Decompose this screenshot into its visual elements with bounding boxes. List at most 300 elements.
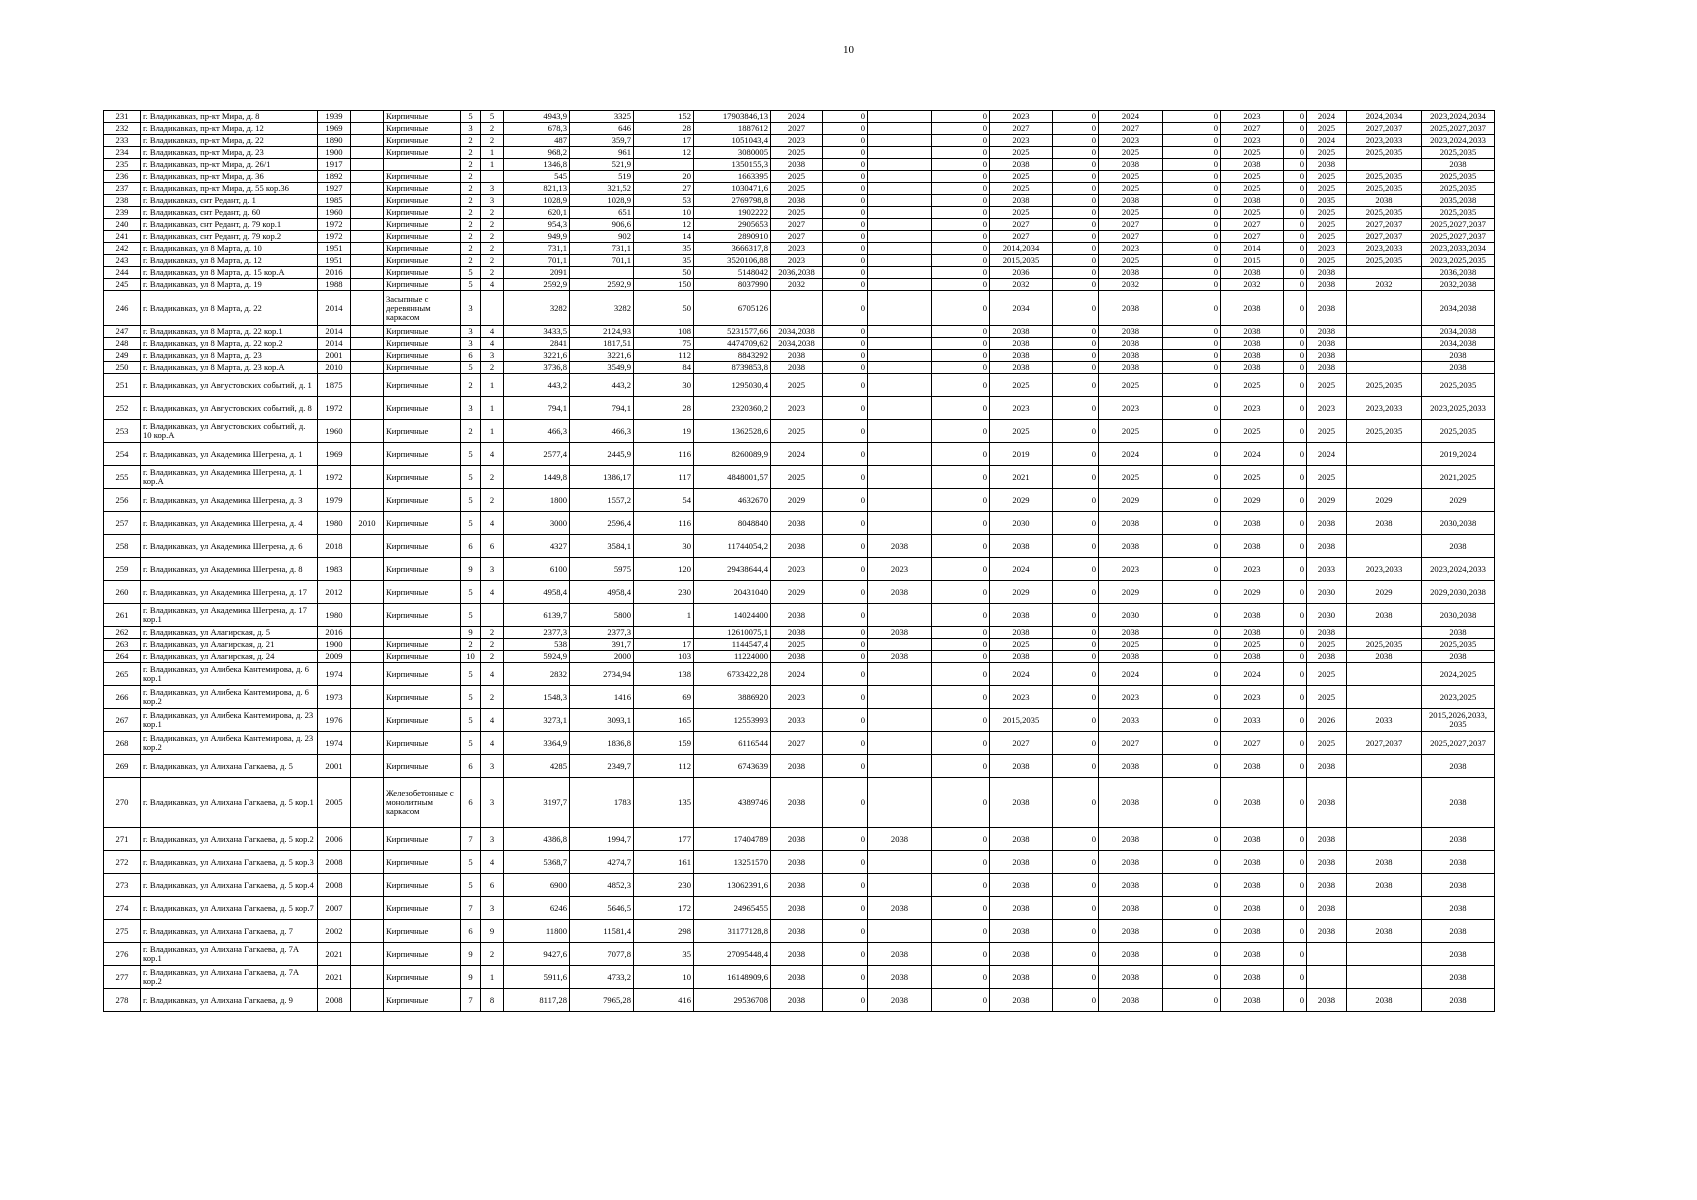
cell-zero-c: 0 (1053, 147, 1099, 159)
cell-year-d: 2025 (1099, 466, 1163, 489)
cell-zero-c: 0 (1053, 243, 1099, 255)
cell-wall-material: Кирпичные (384, 326, 461, 338)
cell-zero-d: 0 (1163, 147, 1221, 159)
cell-entrances: 4 (481, 851, 504, 874)
cell-year-a: 2023 (771, 558, 823, 581)
cell-address: г. Владикавказ, ул Академика Шегрена, д. 17 (141, 581, 318, 604)
cell-year-e: 2025 (1221, 171, 1284, 183)
cell-year-b: 2038 (868, 581, 932, 604)
cell-built-year: 1890 (318, 135, 351, 147)
cell-cost: 6733422,28 (694, 663, 771, 686)
cell-year-b: 2038 (868, 897, 932, 920)
cell-floors: 5 (461, 874, 481, 897)
cell-renovation-year (351, 989, 384, 1012)
cell-zero-a: 0 (823, 443, 868, 466)
cell-year-d: 2038 (1099, 828, 1163, 851)
cell-year-f: 2025 (1307, 255, 1347, 267)
cell-row-number: 256 (104, 489, 141, 512)
cell-renovation-year (351, 627, 384, 639)
housing-register-table (103, 110, 1495, 1012)
cell-zero-c: 0 (1053, 326, 1099, 338)
cell-cost: 29438644,4 (694, 558, 771, 581)
cell-years-g: 2025,2035 (1347, 420, 1422, 443)
cell-zero-e: 0 (1284, 489, 1307, 512)
cell-floors: 2 (461, 219, 481, 231)
cell-year-c: 2038 (990, 966, 1053, 989)
cell-address: г. Владикавказ, ул 8 Марта, д. 23 кор.А (141, 362, 318, 374)
cell-cost: 1144547,4 (694, 639, 771, 651)
cell-wall-material: Кирпичные (384, 243, 461, 255)
cell-year-a: 2025 (771, 171, 823, 183)
cell-zero-e: 0 (1284, 828, 1307, 851)
cell-zero-d: 0 (1163, 581, 1221, 604)
cell-zero-b: 0 (932, 466, 990, 489)
cell-zero-c: 0 (1053, 709, 1099, 732)
cell-floors: 5 (461, 489, 481, 512)
cell-floors: 2 (461, 147, 481, 159)
table-row (104, 420, 1495, 443)
cell-year-e: 2027 (1221, 219, 1284, 231)
cell-year-d: 2038 (1099, 851, 1163, 874)
cell-address: г. Владикавказ, пр-кт Мира, д. 26/1 (141, 159, 318, 171)
cell-floors: 2 (461, 171, 481, 183)
cell-years-all: 2023,2025 (1422, 686, 1495, 709)
cell-total-area: 538 (504, 639, 570, 651)
cell-living-area: 1557,2 (570, 489, 634, 512)
cell-year-f: 2038 (1307, 512, 1347, 535)
cell-zero-c: 0 (1053, 897, 1099, 920)
cell-zero-a: 0 (823, 639, 868, 651)
cell-row-number: 246 (104, 291, 141, 326)
cell-zero-e: 0 (1284, 558, 1307, 581)
cell-year-e: 2038 (1221, 828, 1284, 851)
cell-year-c: 2023 (990, 135, 1053, 147)
cell-living-area: 5646,5 (570, 897, 634, 920)
cell-floors: 3 (461, 291, 481, 326)
table-row (104, 397, 1495, 420)
cell-zero-c: 0 (1053, 195, 1099, 207)
cell-renovation-year (351, 966, 384, 989)
cell-renovation-year (351, 651, 384, 663)
cell-zero-d: 0 (1163, 755, 1221, 778)
cell-floors: 5 (461, 362, 481, 374)
cell-years-all: 2025,2035 (1422, 147, 1495, 159)
cell-year-a: 2038 (771, 651, 823, 663)
cell-year-f: 2038 (1307, 755, 1347, 778)
cell-year-c: 2029 (990, 489, 1053, 512)
cell-zero-a: 0 (823, 267, 868, 279)
cell-years-g (1347, 159, 1422, 171)
cell-renovation-year (351, 420, 384, 443)
cell-entrances: 4 (481, 279, 504, 291)
table-row (104, 989, 1495, 1012)
cell-built-year: 2014 (318, 338, 351, 350)
cell-zero-a: 0 (823, 512, 868, 535)
cell-residents: 84 (634, 362, 694, 374)
cell-zero-b: 0 (932, 828, 990, 851)
cell-wall-material: Кирпичные (384, 651, 461, 663)
cell-year-e: 2024 (1221, 443, 1284, 466)
cell-total-area: 3000 (504, 512, 570, 535)
cell-zero-b: 0 (932, 651, 990, 663)
cell-zero-c: 0 (1053, 874, 1099, 897)
cell-built-year: 1960 (318, 207, 351, 219)
cell-zero-e: 0 (1284, 350, 1307, 362)
cell-zero-e: 0 (1284, 123, 1307, 135)
cell-zero-c: 0 (1053, 639, 1099, 651)
cell-year-a: 2038 (771, 604, 823, 627)
cell-zero-a: 0 (823, 243, 868, 255)
cell-year-d: 2038 (1099, 874, 1163, 897)
cell-renovation-year (351, 920, 384, 943)
cell-year-b (868, 466, 932, 489)
cell-year-e: 2015 (1221, 255, 1284, 267)
cell-zero-e: 0 (1284, 362, 1307, 374)
cell-zero-b: 0 (932, 147, 990, 159)
cell-built-year: 2001 (318, 755, 351, 778)
cell-zero-e: 0 (1284, 851, 1307, 874)
cell-zero-d: 0 (1163, 535, 1221, 558)
cell-year-c: 2038 (990, 535, 1053, 558)
cell-year-c: 2027 (990, 231, 1053, 243)
cell-floors: 5 (461, 466, 481, 489)
cell-renovation-year (351, 686, 384, 709)
cell-renovation-year (351, 350, 384, 362)
cell-residents: 416 (634, 989, 694, 1012)
cell-built-year: 2001 (318, 350, 351, 362)
cell-cost: 5148042 (694, 267, 771, 279)
cell-year-c: 2038 (990, 362, 1053, 374)
cell-row-number: 260 (104, 581, 141, 604)
cell-year-c: 2036 (990, 267, 1053, 279)
cell-year-c: 2038 (990, 943, 1053, 966)
cell-year-c: 2025 (990, 374, 1053, 397)
cell-total-area: 4327 (504, 535, 570, 558)
cell-residents: 116 (634, 443, 694, 466)
cell-cost: 31177128,8 (694, 920, 771, 943)
cell-total-area: 5924,9 (504, 651, 570, 663)
cell-zero-d: 0 (1163, 709, 1221, 732)
cell-years-g (1347, 535, 1422, 558)
cell-cost: 8048840 (694, 512, 771, 535)
cell-year-d: 2038 (1099, 291, 1163, 326)
cell-residents: 69 (634, 686, 694, 709)
cell-zero-a: 0 (823, 195, 868, 207)
cell-years-g: 2033 (1347, 709, 1422, 732)
cell-year-d: 2038 (1099, 512, 1163, 535)
cell-zero-a: 0 (823, 989, 868, 1012)
cell-year-d: 2038 (1099, 778, 1163, 828)
cell-zero-e: 0 (1284, 686, 1307, 709)
cell-zero-a: 0 (823, 851, 868, 874)
cell-built-year: 1969 (318, 123, 351, 135)
cell-row-number: 252 (104, 397, 141, 420)
cell-year-b (868, 135, 932, 147)
cell-zero-d: 0 (1163, 651, 1221, 663)
cell-zero-a: 0 (823, 627, 868, 639)
cell-year-b (868, 397, 932, 420)
cell-year-b (868, 255, 932, 267)
cell-years-all: 2025,2027,2037 (1422, 732, 1495, 755)
cell-total-area: 1800 (504, 489, 570, 512)
cell-zero-d: 0 (1163, 443, 1221, 466)
table-row (104, 362, 1495, 374)
cell-floors: 3 (461, 326, 481, 338)
cell-residents: 30 (634, 535, 694, 558)
cell-year-b: 2038 (868, 651, 932, 663)
cell-years-g (1347, 443, 1422, 466)
cell-year-b (868, 709, 932, 732)
cell-total-area: 2091 (504, 267, 570, 279)
cell-row-number: 267 (104, 709, 141, 732)
cell-renovation-year (351, 243, 384, 255)
cell-year-a: 2025 (771, 147, 823, 159)
cell-wall-material: Кирпичные (384, 267, 461, 279)
cell-address: г. Владикавказ, ул 8 Марта, д. 22 кор.2 (141, 338, 318, 350)
cell-zero-e: 0 (1284, 183, 1307, 195)
cell-year-e: 2038 (1221, 535, 1284, 558)
cell-zero-a: 0 (823, 171, 868, 183)
cell-cost: 1030471,6 (694, 183, 771, 195)
cell-year-b: 2038 (868, 627, 932, 639)
cell-row-number: 236 (104, 171, 141, 183)
cell-floors: 6 (461, 755, 481, 778)
cell-zero-c: 0 (1053, 966, 1099, 989)
cell-wall-material: Кирпичные (384, 686, 461, 709)
cell-address: г. Владикавказ, ул Алихана Гагкаева, д. 5 кор.2 (141, 828, 318, 851)
cell-zero-b: 0 (932, 420, 990, 443)
cell-year-b: 2038 (868, 535, 932, 558)
cell-living-area: 443,2 (570, 374, 634, 397)
cell-renovation-year (351, 581, 384, 604)
cell-zero-a: 0 (823, 183, 868, 195)
cell-year-e: 2038 (1221, 778, 1284, 828)
cell-year-e: 2038 (1221, 512, 1284, 535)
cell-entrances: 3 (481, 778, 504, 828)
cell-year-f: 2038 (1307, 828, 1347, 851)
cell-year-d: 2038 (1099, 897, 1163, 920)
cell-zero-e: 0 (1284, 581, 1307, 604)
cell-renovation-year (351, 897, 384, 920)
cell-year-c: 2030 (990, 512, 1053, 535)
cell-total-area: 1548,3 (504, 686, 570, 709)
cell-living-area: 961 (570, 147, 634, 159)
cell-zero-b: 0 (932, 171, 990, 183)
cell-year-a: 2024 (771, 663, 823, 686)
table-row (104, 639, 1495, 651)
table-row (104, 279, 1495, 291)
cell-zero-d: 0 (1163, 397, 1221, 420)
cell-built-year: 2016 (318, 627, 351, 639)
cell-wall-material: Кирпичные (384, 489, 461, 512)
cell-year-b (868, 159, 932, 171)
cell-cost: 4389746 (694, 778, 771, 828)
cell-year-b (868, 111, 932, 123)
cell-address: г. Владикавказ, ул Алагирская, д. 5 (141, 627, 318, 639)
cell-floors: 9 (461, 943, 481, 966)
cell-zero-c: 0 (1053, 350, 1099, 362)
cell-year-a: 2038 (771, 535, 823, 558)
cell-years-g: 2025,2035 (1347, 639, 1422, 651)
cell-renovation-year (351, 874, 384, 897)
cell-cost: 1295030,4 (694, 374, 771, 397)
cell-built-year: 1892 (318, 171, 351, 183)
cell-zero-e: 0 (1284, 279, 1307, 291)
cell-year-a: 2033 (771, 709, 823, 732)
cell-zero-b: 0 (932, 943, 990, 966)
cell-zero-a: 0 (823, 466, 868, 489)
cell-row-number: 235 (104, 159, 141, 171)
cell-cost: 5231577,66 (694, 326, 771, 338)
cell-built-year: 1927 (318, 183, 351, 195)
cell-built-year: 2008 (318, 989, 351, 1012)
cell-year-f: 2026 (1307, 709, 1347, 732)
cell-living-area: 902 (570, 231, 634, 243)
cell-renovation-year (351, 326, 384, 338)
cell-entrances: 3 (481, 350, 504, 362)
cell-zero-a: 0 (823, 709, 868, 732)
cell-years-all: 2038 (1422, 350, 1495, 362)
cell-zero-a: 0 (823, 362, 868, 374)
cell-cost: 8037990 (694, 279, 771, 291)
cell-built-year: 1980 (318, 604, 351, 627)
cell-year-e: 2027 (1221, 123, 1284, 135)
cell-zero-d: 0 (1163, 943, 1221, 966)
cell-years-g: 2038 (1347, 874, 1422, 897)
cell-years-g: 2032 (1347, 279, 1422, 291)
cell-years-g (1347, 291, 1422, 326)
cell-total-area: 545 (504, 171, 570, 183)
cell-floors: 2 (461, 243, 481, 255)
cell-wall-material: Кирпичные (384, 195, 461, 207)
cell-living-area: 4733,2 (570, 966, 634, 989)
cell-cost: 1051043,4 (694, 135, 771, 147)
cell-year-b (868, 489, 932, 512)
cell-zero-c: 0 (1053, 651, 1099, 663)
cell-total-area: 8117,28 (504, 989, 570, 1012)
cell-residents: 54 (634, 489, 694, 512)
cell-year-d: 2023 (1099, 686, 1163, 709)
cell-entrances: 4 (481, 443, 504, 466)
cell-zero-d: 0 (1163, 231, 1221, 243)
cell-year-c: 2027 (990, 123, 1053, 135)
cell-years-g: 2038 (1347, 851, 1422, 874)
cell-zero-c: 0 (1053, 755, 1099, 778)
cell-zero-b: 0 (932, 255, 990, 267)
cell-address: г. Владикавказ, пр-кт Мира, д. 36 (141, 171, 318, 183)
cell-year-b (868, 732, 932, 755)
cell-year-f: 2030 (1307, 604, 1347, 627)
cell-wall-material: Кирпичные (384, 350, 461, 362)
cell-entrances (481, 171, 504, 183)
cell-built-year: 1939 (318, 111, 351, 123)
cell-entrances: 1 (481, 147, 504, 159)
cell-row-number: 241 (104, 231, 141, 243)
cell-row-number: 244 (104, 267, 141, 279)
cell-floors: 9 (461, 966, 481, 989)
table-row (104, 874, 1495, 897)
cell-living-area: 5975 (570, 558, 634, 581)
cell-zero-d: 0 (1163, 989, 1221, 1012)
cell-zero-d: 0 (1163, 267, 1221, 279)
cell-row-number: 259 (104, 558, 141, 581)
cell-years-all: 2038 (1422, 755, 1495, 778)
cell-years-all: 2019,2024 (1422, 443, 1495, 466)
cell-built-year: 2016 (318, 267, 351, 279)
cell-zero-a: 0 (823, 219, 868, 231)
cell-zero-e: 0 (1284, 147, 1307, 159)
cell-zero-b: 0 (932, 989, 990, 1012)
cell-years-all: 2015,2026,2033, 2035 (1422, 709, 1495, 732)
cell-years-all: 2025,2035 (1422, 374, 1495, 397)
cell-entrances: 9 (481, 920, 504, 943)
cell-floors: 2 (461, 420, 481, 443)
cell-year-d: 2025 (1099, 147, 1163, 159)
table-row (104, 135, 1495, 147)
cell-year-f: 2025 (1307, 420, 1347, 443)
cell-year-f: 2038 (1307, 651, 1347, 663)
cell-entrances: 2 (481, 135, 504, 147)
cell-address: г. Владикавказ, ул Алибека Кантемирова, д. 23 кор.1 (141, 709, 318, 732)
cell-built-year: 2005 (318, 778, 351, 828)
cell-year-e: 2038 (1221, 291, 1284, 326)
cell-years-all: 2025,2035 (1422, 183, 1495, 195)
cell-year-c: 2038 (990, 851, 1053, 874)
cell-years-g: 2027,2037 (1347, 732, 1422, 755)
cell-wall-material: Кирпичные (384, 989, 461, 1012)
cell-zero-e: 0 (1284, 966, 1307, 989)
cell-built-year: 2002 (318, 920, 351, 943)
cell-total-area: 821,13 (504, 183, 570, 195)
cell-residents: 103 (634, 651, 694, 663)
cell-zero-b: 0 (932, 558, 990, 581)
cell-zero-d: 0 (1163, 778, 1221, 828)
cell-zero-a: 0 (823, 397, 868, 420)
cell-built-year: 2008 (318, 874, 351, 897)
cell-year-f: 2024 (1307, 443, 1347, 466)
cell-year-f: 2025 (1307, 374, 1347, 397)
cell-address: г. Владикавказ, ул Алибека Кантемирова, д. 23 кор.2 (141, 732, 318, 755)
cell-renovation-year (351, 489, 384, 512)
cell-cost: 1887612 (694, 123, 771, 135)
cell-zero-e: 0 (1284, 255, 1307, 267)
cell-zero-e: 0 (1284, 512, 1307, 535)
cell-year-e: 2025 (1221, 374, 1284, 397)
cell-row-number: 272 (104, 851, 141, 874)
cell-address: г. Владикавказ, ул Алихана Гагкаева, д. 5 (141, 755, 318, 778)
cell-address: г. Владикавказ, ул Алихана Гагкаева, д. 5 кор.3 (141, 851, 318, 874)
cell-address: г. Владикавказ, ул Академика Шегрена, д. 6 (141, 535, 318, 558)
cell-year-c: 2019 (990, 443, 1053, 466)
cell-years-g (1347, 778, 1422, 828)
cell-zero-d: 0 (1163, 558, 1221, 581)
cell-total-area: 487 (504, 135, 570, 147)
cell-zero-d: 0 (1163, 851, 1221, 874)
table-row (104, 374, 1495, 397)
cell-address: г. Владикавказ, ул 8 Марта, д. 23 (141, 350, 318, 362)
table-row (104, 581, 1495, 604)
cell-year-b (868, 851, 932, 874)
cell-years-all: 2021,2025 (1422, 466, 1495, 489)
cell-zero-b: 0 (932, 581, 990, 604)
cell-zero-d: 0 (1163, 604, 1221, 627)
cell-floors: 5 (461, 111, 481, 123)
cell-zero-d: 0 (1163, 279, 1221, 291)
cell-zero-d: 0 (1163, 171, 1221, 183)
cell-floors: 2 (461, 639, 481, 651)
cell-residents: 152 (634, 111, 694, 123)
cell-zero-b: 0 (932, 755, 990, 778)
